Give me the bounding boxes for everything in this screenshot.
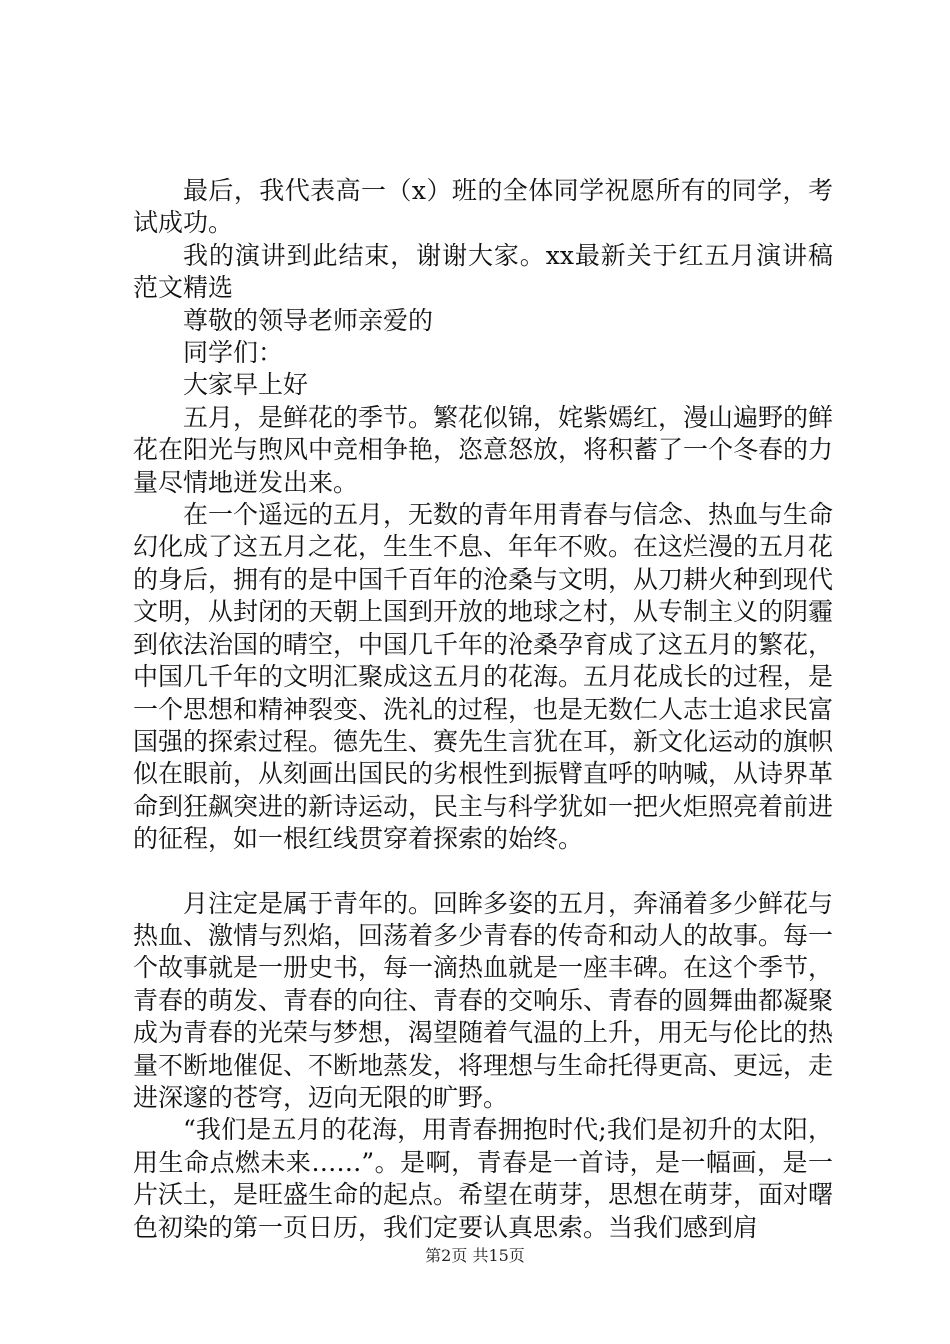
page-number-footer: 第2页 共15页 — [425, 1246, 525, 1265]
paragraph-may-flowers: 五月，是鲜花的季节。繁花似锦，姹紫嫣红，漫山遍野的鲜花在阳光与煦风中竞相争艳，恣意怒放，将积蓄了一个冬春的力量尽情地迸发出来。 — [133, 402, 834, 497]
paragraph-closing-wish: 最后，我代表高一（x）班的全体同学祝愿所有的同学，考试成功。 — [133, 176, 833, 238]
paragraph-speech-end: 我的演讲到此结束，谢谢大家。xx最新关于红五月演讲稿范文精选 — [133, 240, 833, 303]
paragraph-greeting: 大家早上好 — [183, 370, 309, 400]
paragraph-youth-may: 月注定是属于青年的。回眸多姿的五月，奔涌着多少鲜花与热血、激情与烈焰，回荡着多少青春的传奇和动人的故事。每一个故事就是一册史书，每一滴热血就是一座丰碑。在这个季节，青春的萌发、青春的向往、青春的交响乐、青春的圆舞曲都凝聚成为青春的光荣与梦想，渴望随着气温的上升，用无与伦比的热量不断地催促、不断地蒸发，将理想与生命托得更高、更远，走进深邃的苍穹，迈向无限的旷野。 — [133, 888, 834, 1112]
paragraph-salutation: 尊敬的领导老师亲爱的 — [183, 305, 434, 335]
paragraph-salutation-students: 同学们： — [183, 338, 284, 368]
paragraph-gap — [133, 856, 833, 888]
paragraph-distant-may: 在一个遥远的五月，无数的青年用青春与信念、热血与生命幻化成了这五月之花，生生不息、年年不败。在这烂漫的五月花的身后，拥有的是中国千百年的沧桑与文明，从刀耕火种到现代文明，从封闭的天朝上国到开放的地球之村，从专制主义的阴霾到依法治国的晴空，中国几千年的沧桑孕育成了这五月的繁花，中国几千年的文明汇聚成这五月的花海。五月花成长的过程，是一个思想和精神裂变、洗礼的过程，也是无数仁人志士追求民富国强的探索过程。德先生、赛先生言犹在耳，新文化运动的旗帜似在眼前，从刻画出国民的劣根性到振臂直呼的呐喊，从诗界革命到狂飙突进的新诗运动，民主与科学犹如一把火炬照亮着前进的征程，如一根红线贯穿着探索的始终。 — [133, 500, 834, 854]
paragraph-flower-sea: “我们是五月的花海，用青春拥抱时代;我们是初升的太阳，用生命点燃未来……”。是啊，青春是一首诗，是一幅画，是一片沃土，是旺盛生命的起点。希望在萌芽，思想在萌芽，面对曙色初染的第一页日历，我们定要认真思索。当我们感到肩 — [133, 1115, 834, 1242]
document-body — [133, 175, 833, 1244]
